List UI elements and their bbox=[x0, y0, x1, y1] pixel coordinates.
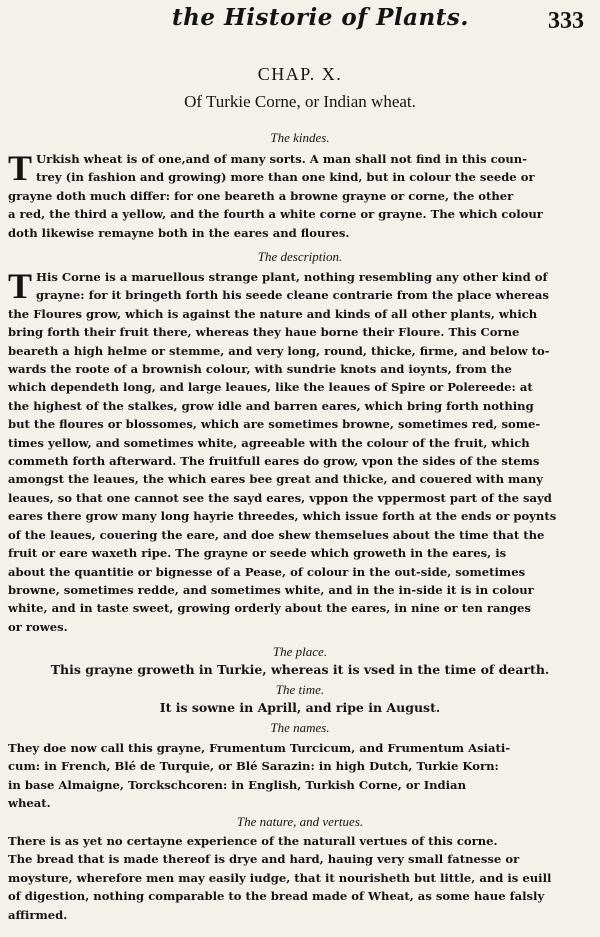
text-line: doth likewise remayne both in the eares and floures. bbox=[8, 225, 350, 240]
text-line: Urkish wheat is of one,and of many sorts. A man shall not find in this coun- bbox=[36, 152, 528, 166]
text-line: amongst the leaues, the which eares bee great and thicke, and couered with many bbox=[8, 472, 543, 487]
text-line: which dependeth long, and large leaues, like the leaues of Spire or Polereede: at bbox=[8, 380, 533, 395]
text-line: about the quantitie or bignesse of a Pease, of colour in the out-side, sometimes bbox=[8, 564, 526, 579]
paragraph-kindes bbox=[8, 150, 592, 242]
text-line: the Floures grow, which is against the nature and kinds of all other plants, which bbox=[8, 306, 538, 321]
text-line: the highest of the stalkes, grow idle and barren eares, which bring forth nothing bbox=[8, 398, 534, 413]
text-line: a red, the third a yellow, and the fourth a white corne or grayne. The which colour bbox=[8, 207, 543, 222]
text-line: wheat. bbox=[8, 796, 51, 811]
text-line: grayne doth much differ: for one beareth a browne grayne or corne, the other bbox=[8, 188, 514, 203]
text-line: white, and in taste sweet, growing orderly about the eares, in nine or ten ranges bbox=[8, 601, 531, 616]
paragraph-description bbox=[8, 268, 592, 636]
heading-place: The place. bbox=[272, 644, 328, 659]
text-line: trey (in fashion and growing) more than one kind, but in colour the seede or bbox=[36, 170, 535, 185]
heading-nature: The nature, and vertues. bbox=[236, 814, 364, 829]
text-line: in base Almaigne, Torckschcoren: in English, Turkish Corne, or Indian bbox=[8, 777, 467, 792]
chapter-title: Of Turkie Corne, or Indian wheat. bbox=[184, 92, 416, 111]
text-line: beareth a high helme or stemme, and very long, round, thicke, firme, and below to- bbox=[8, 343, 550, 358]
text-line: or rowes. bbox=[8, 619, 68, 634]
text-line: moysture, wherefore men may easily iudge, that it nourisheth but little, and is euill bbox=[8, 870, 552, 885]
text-line: of the leaues, couering the eare, and doe shew themselues about the time that the bbox=[8, 527, 545, 542]
running-head bbox=[0, 2, 600, 36]
text-line: leaues, so that one cannot see the sayd eares, vppon the vppermost part of the sayd bbox=[8, 490, 552, 505]
text-line: browne, sometimes redde, and sometimes white, and in the in-side it is in colour bbox=[8, 582, 534, 597]
text-line: There is as yet no certayne experience of the naturall vertues of this corne. bbox=[8, 834, 498, 848]
heading-time: The time. bbox=[275, 682, 325, 697]
text-line: The bread that is made thereof is drye and hard, hauing very small fatnesse or bbox=[8, 852, 520, 867]
text-line: of digestion, nothing comparable to the bread made of Wheat, as some haue falsly bbox=[8, 889, 545, 904]
text-line: eares there grow many long hayrie threedes, which issue forth at the ends or poynts bbox=[8, 509, 557, 524]
page-number: 333 bbox=[548, 8, 584, 34]
place-text: This grayne groweth in Turkie, whereas it is vsed in the time of dearth. bbox=[50, 662, 550, 677]
text-line: They doe now call this grayne, Frumentum Turcicum, and Frumentum Asiati- bbox=[8, 741, 511, 755]
text-line: bring forth their fruit there, whereas they haue borne their Floure. This Corne bbox=[8, 325, 520, 340]
text-line: grayne: for it bringeth forth his seede cleane contrarie from the place whereas bbox=[36, 288, 549, 303]
text-line: fruit or eare waxeth ripe. The grayne or seede which groweth in the eares, is bbox=[8, 546, 507, 561]
paragraph-nature bbox=[8, 832, 592, 924]
text-line: wards the roote of a brownish colour, with sundrie knots and ioynts, from the bbox=[8, 362, 512, 377]
dropcap: T bbox=[8, 266, 33, 306]
time-text: It is sowne in Aprill, and ripe in August. bbox=[159, 700, 441, 715]
text-line: times yellow, and sometimes white, agreeable with the colour of the fruit, which bbox=[8, 435, 530, 450]
heading-names: The names. bbox=[270, 720, 330, 735]
heading-description: The description. bbox=[257, 249, 343, 264]
running-title: the Historie of Plants. bbox=[172, 4, 469, 31]
heading-kindes: The kindes. bbox=[270, 130, 330, 145]
paragraph-names bbox=[8, 739, 592, 813]
text-line: commeth forth afterward. The fruitfull eares do grow, vpon the sides of the stems bbox=[8, 454, 540, 469]
chapter-label: CHAP. X. bbox=[257, 64, 343, 84]
text-line: but the floures or blossomes, which are sometimes browne, sometimes red, some- bbox=[8, 417, 541, 432]
text-line: affirmed. bbox=[8, 907, 68, 922]
dropcap: T bbox=[8, 148, 33, 188]
text-line: His Corne is a maruellous strange plant, nothing resembling any other kind of bbox=[36, 270, 548, 284]
text-line: cum: in French, Blé de Turquie, or Blé Sarazin: in high Dutch, Turkie Korn: bbox=[8, 759, 499, 774]
